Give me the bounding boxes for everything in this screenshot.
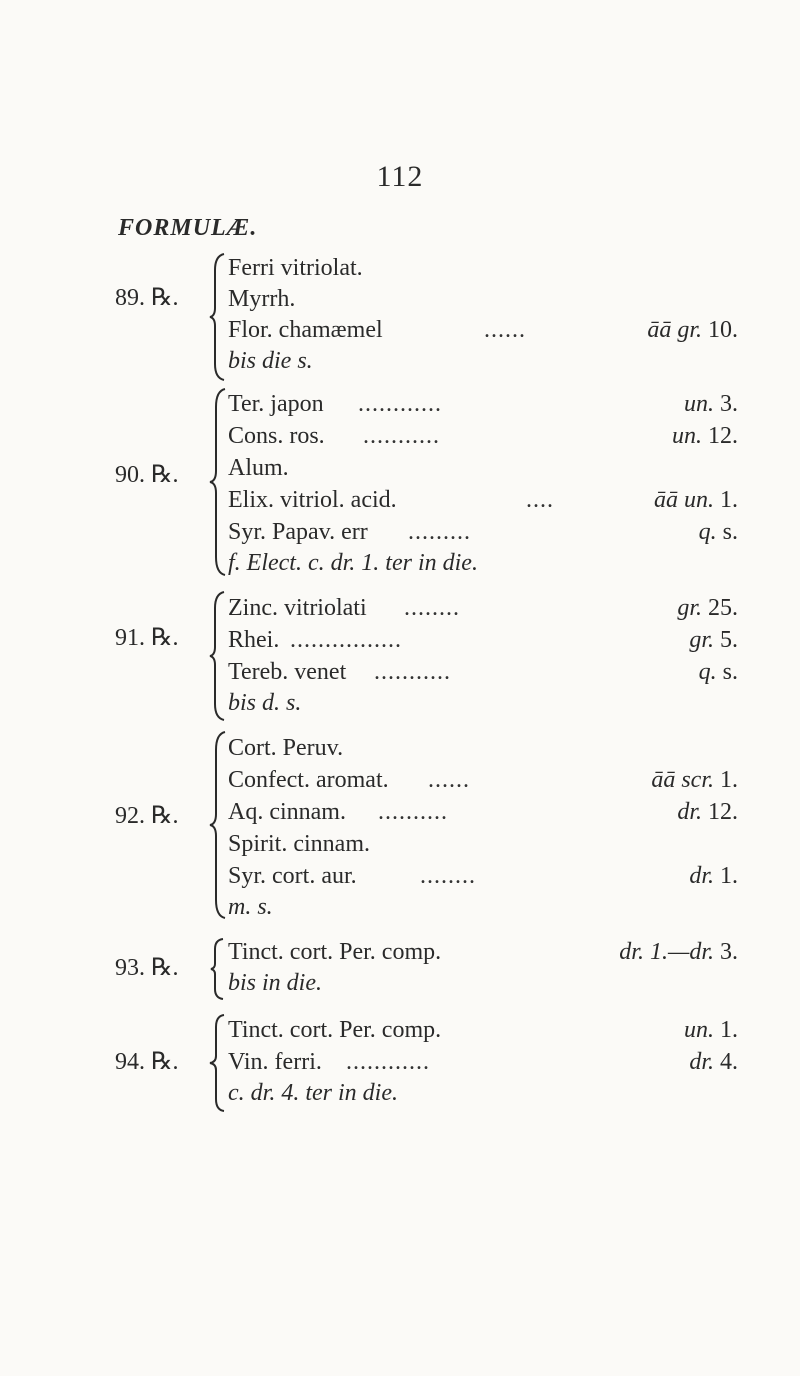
ingredient-name: Ter. japon [228, 391, 324, 417]
quantity [684, 1015, 738, 1046]
ingredient-line [228, 625, 738, 656]
dose-unit: dr. [689, 863, 714, 889]
ingredient-line [228, 657, 738, 688]
brace [208, 387, 228, 577]
quantity [699, 517, 738, 548]
formula-number: 93. ℞. [115, 955, 179, 981]
running-head: FORMULÆ. [118, 215, 258, 241]
ingredient-name: Myrrh. [228, 286, 296, 312]
directions: bis in die. [228, 970, 322, 996]
dose-unit: āā un. [654, 487, 714, 513]
ingredient-line [228, 485, 738, 516]
ingredient-name: Syr. cort. aur. [228, 863, 357, 889]
ingredient-name: Vin. ferri. [228, 1049, 322, 1075]
dose-unit: dr. [689, 1049, 714, 1075]
directions: bis d. s. [228, 690, 302, 716]
ingredient-line [228, 765, 738, 796]
ingredient-line [228, 389, 738, 420]
dose-unit: q. [698, 519, 717, 545]
quantity [699, 657, 738, 688]
dose-amount: 1. [720, 767, 738, 793]
directions-line [228, 346, 738, 377]
ingredient-line [228, 733, 738, 764]
directions-line [228, 548, 738, 579]
leader-dots: ........ [404, 595, 460, 621]
formula-number: 90. ℞. [115, 462, 179, 488]
ingredient-line [228, 861, 738, 892]
ingredient-line [228, 253, 738, 284]
dose-amount: 12. [708, 799, 738, 825]
brace [208, 730, 228, 920]
ingredient-line [228, 453, 738, 484]
ingredient-line [228, 797, 738, 828]
directions: bis die s. [228, 348, 313, 374]
ingredient-name: Tinct. cort. Per. comp. [228, 939, 442, 965]
ingredient-line [228, 517, 738, 548]
ingredient-name: Alum. [228, 455, 289, 481]
ingredient-line [228, 829, 738, 860]
dose-amount: 1. [720, 487, 738, 513]
ingredient-name: Tereb. venet [228, 659, 347, 685]
formula-number: 89. ℞. [115, 285, 179, 311]
ingredient-name: Tinct. cort. Per. comp. [228, 1017, 442, 1043]
dose-unit: q. [698, 659, 717, 685]
dose-unit: un. [684, 391, 714, 417]
leader-dots: ........... [363, 423, 440, 449]
leader-dots: ........... [374, 659, 451, 685]
ingredient-line [228, 1015, 738, 1046]
quantity [684, 389, 738, 420]
ingredient-name: Rhei. [228, 627, 280, 653]
dose-amount: s. [722, 659, 738, 685]
dose-unit: gr. [677, 595, 702, 621]
quantity [672, 421, 738, 452]
formula-number: 91. ℞. [115, 625, 179, 651]
ingredient-name: Elix. vitriol. acid. [228, 487, 397, 513]
ingredient-name: Syr. Papav. err [228, 519, 368, 545]
quantity [689, 625, 738, 656]
dose-unit: dr. [677, 799, 702, 825]
dose-amount: 25. [708, 595, 738, 621]
directions: f. Elect. c. dr. 1. ter in die. [228, 550, 478, 576]
dose-amount: 5. [720, 627, 738, 653]
dose-amount: 1. [720, 1017, 738, 1043]
formula-number: 92. ℞. [115, 803, 179, 829]
leader-dots: ...... [428, 767, 470, 793]
ingredient-line [228, 421, 738, 452]
brace [208, 937, 228, 1001]
dose-unit: un. [672, 423, 702, 449]
dose-amount: 1. [720, 863, 738, 889]
ingredient-name: Cons. ros. [228, 423, 325, 449]
dose-amount: s. [722, 519, 738, 545]
brace [208, 252, 228, 382]
ingredient-name: Aq. cinnam. [228, 799, 346, 825]
dose-amount: 4. [720, 1049, 738, 1075]
dose-unit: āā scr. [651, 767, 714, 793]
dose-unit: gr. [689, 627, 714, 653]
directions: c. dr. 4. ter in die. [228, 1080, 398, 1106]
ingredient-name: Flor. chamæmel [228, 317, 383, 343]
ingredient-line [228, 315, 738, 346]
ingredient-name: Ferri vitriolat. [228, 255, 363, 281]
formula-number: 94. ℞. [115, 1049, 179, 1075]
directions: m. s. [228, 894, 273, 920]
leader-dots: .... [526, 487, 554, 513]
page-number: 112 [376, 160, 424, 193]
leader-dots: .......... [378, 799, 448, 825]
dose-amount: 12. [708, 423, 738, 449]
dose-amount: 10. [708, 317, 738, 343]
ingredient-name: Zinc. vitriolati [228, 595, 367, 621]
dose-unit: dr. 1.—dr. [619, 939, 714, 965]
dose-amount: 3. [720, 939, 738, 965]
leader-dots: ...... [484, 317, 526, 343]
directions-line [228, 968, 738, 999]
ingredient-line [228, 1047, 738, 1078]
quantity [619, 937, 738, 968]
ingredient-line [228, 937, 738, 968]
brace [208, 590, 228, 722]
directions-line [228, 1078, 738, 1109]
leader-dots: ............ [346, 1049, 430, 1075]
directions-line [228, 892, 738, 923]
leader-dots: ......... [408, 519, 471, 545]
ingredient-line [228, 284, 738, 315]
leader-dots: ............ [358, 391, 442, 417]
quantity [677, 593, 738, 624]
directions-line [228, 688, 738, 719]
leader-dots: ................ [290, 627, 402, 653]
quantity [651, 765, 738, 796]
quantity [647, 315, 738, 346]
quantity [689, 861, 738, 892]
ingredient-name: Cort. Peruv. [228, 735, 344, 761]
ingredient-line [228, 593, 738, 624]
leader-dots: ........ [420, 863, 476, 889]
ingredient-name: Confect. aromat. [228, 767, 389, 793]
quantity [654, 485, 738, 516]
ingredient-name: Spirit. cinnam. [228, 831, 370, 857]
dose-unit: āā gr. [647, 317, 702, 343]
dose-unit: un. [684, 1017, 714, 1043]
quantity [689, 1047, 738, 1078]
quantity [677, 797, 738, 828]
dose-amount: 3. [720, 391, 738, 417]
brace [208, 1013, 228, 1113]
